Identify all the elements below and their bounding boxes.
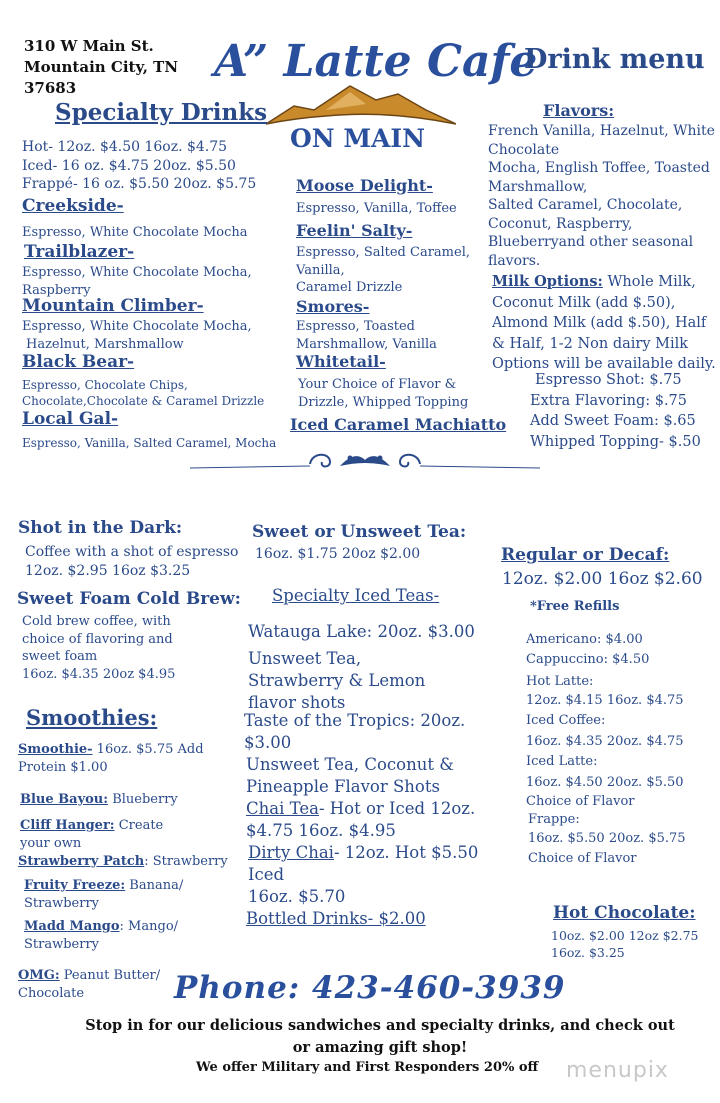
hot-latte: Hot Latte:	[526, 674, 594, 689]
creekside-desc: Espresso, White Chocolate Mocha	[22, 225, 248, 240]
black-bear-name: Black Bear-	[22, 352, 135, 372]
regular-decaf-price: 12oz. $2.00 16oz $2.60	[502, 569, 703, 589]
price-iced: Iced- 16 oz. $4.75 20oz. $5.50	[22, 157, 236, 174]
black-bear-desc: Espresso, Chocolate Chips, Chocolate,Chocolate & Caramel Drizzle	[22, 378, 265, 408]
espresso-shot: Espresso Shot: $.75	[535, 372, 682, 388]
taste-of-tropics: Taste of the Tropics: 20oz.	[244, 711, 466, 730]
drink-menu-title: Drink menu	[524, 44, 705, 75]
milk-options-label: Milk Options:	[492, 273, 603, 290]
americano: Americano: $4.00	[526, 632, 643, 647]
cappuccino: Cappuccino: $4.50	[526, 651, 650, 667]
footer	[0, 1015, 720, 1059]
price-hot: Hot- 12oz. $4.50 16oz. $4.75	[22, 139, 228, 155]
sweet-foam-title: Sweet Foam Cold Brew:	[17, 589, 241, 609]
extras	[530, 370, 701, 452]
smoothie-madd-mango: Madd Mango: Mango/ Strawberry	[24, 919, 179, 952]
footer-line2: or amazing gift shop!	[292, 1039, 468, 1056]
specialty-teas-list: Watauga Lake: 20oz. $3.00 Unsweet Tea, Strawberry & Lemon flavor shots Taste of the Tropics: 20oz. $3.00 Unsweet Tea, Coconut & Pineapple Flavor Shots Chai Tea- Hot or Iced 12oz. $4.75 16oz. $4.95 Dirty Chai- 12oz. Hot $5.50 Iced 16oz. $5.70 Bottled Drinks- $2.00	[244, 622, 479, 928]
creekside-name: Creekside-	[22, 196, 124, 216]
tea-price: 16oz. $1.75 20oz $2.00	[255, 546, 421, 562]
mountain-logo-graphic	[266, 80, 456, 126]
mountain-climber-desc: Espresso, White Chocolate Mocha, Hazelnut, Marshmallow	[22, 319, 252, 352]
logo-subtitle: ON MAIN	[290, 124, 425, 153]
smores-desc: Espresso, Toasted Marshmallow, Vanilla	[296, 319, 437, 352]
moose-delight-name: Moose Delight-	[296, 176, 433, 195]
logo-title: A” Latte Cafe	[214, 36, 538, 87]
mountain-climber-name: Mountain Climber-	[22, 296, 204, 316]
address-line3: 37683	[24, 79, 77, 97]
smores-name: Smores-	[296, 297, 370, 316]
smoothie-omg: OMG: Peanut Butter/ Chocolate	[18, 968, 161, 1001]
flavors-title: Flavors:	[543, 101, 615, 120]
address	[24, 36, 178, 99]
regular-items: Americano: $4.00 Cappuccino: $4.50 Hot Latte: 12oz. $4.15 16oz. $4.75 Iced Coffee: 16oz. $4.35 20oz. $4.75 Iced Latte: 16oz. $4.50 20oz. $5.50 Choice of Flavor Frappe: 16oz. $5.50 20oz. $5.75 Choice of Flavor	[526, 632, 686, 866]
whipped-topping: Whipped Topping- $.50	[530, 433, 701, 450]
dirty-chai: Dirty Chai- 12oz. Hot $5.50	[248, 843, 479, 862]
hot-chocolate-prices: 10oz. $2.00 12oz $2.75 16oz. $3.25	[551, 928, 699, 960]
smoothie-cliff-hanger: Cliff Hanger: Create your own	[20, 818, 164, 851]
free-refills: *Free Refills	[530, 599, 620, 614]
local-gal-desc: Espresso, Vanilla, Salted Caramel, Mocha	[22, 436, 277, 450]
watauga-lake: Watauga Lake: 20oz. $3.00	[248, 622, 475, 641]
whitetail-desc: Your Choice of Flavor & Drizzle, Whipped Topping	[298, 377, 469, 410]
specialty-title: Specialty Drinks	[55, 99, 268, 126]
shot-dark-desc: Coffee with a shot of espresso 12oz. $2.95 16oz $3.25	[25, 544, 239, 579]
specialty-prices	[22, 138, 256, 194]
menupix-watermark: menupix	[566, 1058, 669, 1083]
frappe: Frappe:	[528, 811, 580, 827]
ornamental-divider	[190, 446, 540, 474]
regular-decaf-title: Regular or Decaf:	[501, 545, 670, 565]
flavors-list: French Vanilla, Hazelnut, White Chocolate Mocha, English Toffee, Toasted Marshmallow, Salted Caramel, Chocolate, Coconut, Raspberry, Blueberryand other seasonal flavors.	[488, 123, 715, 269]
smoothie-strawberry-patch: Strawberry Patch: Strawberry	[18, 854, 228, 869]
bottled-drinks: Bottled Drinks- $2.00	[246, 909, 426, 928]
smoothies-title: Smoothies:	[26, 705, 158, 730]
sweet-foam-addon: Add Sweet Foam: $.65	[530, 413, 696, 429]
footer-line1: Stop in for our delicious sandwiches and specialty drinks, and check out	[85, 1017, 675, 1034]
extra-flavoring: Extra Flavoring: $.75	[530, 392, 688, 409]
trailblazer-name: Trailblazer-	[24, 242, 135, 262]
shot-dark-title: Shot in the Dark:	[18, 518, 183, 538]
chai-tea: Chai Tea- Hot or Iced 12oz.	[246, 799, 476, 818]
iced-caramel-machiatto: Iced Caramel Machiatto	[290, 415, 507, 434]
feelin-salty-desc: Espresso, Salted Caramel, Vanilla, Caramel Drizzle	[296, 245, 470, 295]
smoothie-fruity-freeze: Fruity Freeze: Banana/ Strawberry	[24, 878, 184, 911]
trailblazer-desc: Espresso, White Chocolate Mocha, Raspberry	[22, 265, 252, 298]
phone: Phone: 423-460-3939	[174, 970, 566, 1006]
hot-chocolate-title: Hot Chocolate:	[553, 903, 696, 923]
smoothie-blue-bayou: Blue Bayou: Blueberry	[20, 792, 178, 807]
tea-title: Sweet or Unsweet Tea:	[252, 522, 467, 542]
smoothie-base: Smoothie- 16oz. $5.75 Add Protein $1.00	[18, 742, 204, 775]
moose-delight-desc: Espresso, Vanilla, Toffee	[296, 201, 457, 216]
sweet-foam-desc: Cold brew coffee, with choice of flavoring and sweet foam 16oz. $4.35 20oz $4.95	[22, 614, 176, 682]
address-line2: Mountain City, TN	[24, 58, 179, 76]
whitetail-name: Whitetail-	[296, 352, 386, 371]
footer-discount: We offer Military and First Responders 20% off	[196, 1060, 539, 1075]
address-line1: 310 W Main St.	[24, 37, 154, 55]
iced-coffee: Iced Coffee:	[526, 713, 606, 728]
local-gal-name: Local Gal-	[22, 409, 119, 429]
milk-options: Milk Options: Whole Milk, Coconut Milk (add $.50), Almond Milk (add $.50), Half & Half, 1-2 Non dairy Milk Options will be available daily.	[492, 273, 716, 372]
specialty-iced-teas-title: Specialty Iced Teas-	[272, 586, 440, 605]
feelin-salty-name: Feelin' Salty-	[296, 221, 413, 240]
price-frappe: Frappé- 16 oz. $5.50 20oz. $5.75	[22, 176, 257, 192]
iced-latte: Iced Latte:	[526, 754, 598, 769]
